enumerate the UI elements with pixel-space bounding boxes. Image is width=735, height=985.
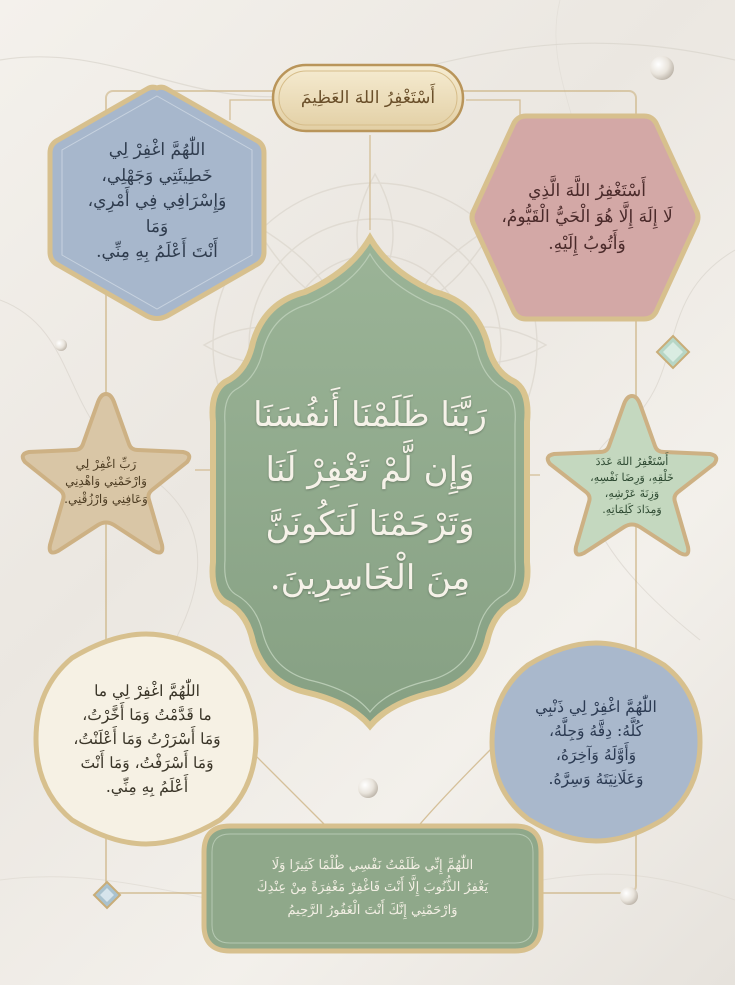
- bottom-banner: [200, 822, 545, 955]
- rounded-card-left: [30, 628, 262, 850]
- pearl-decoration: [648, 54, 676, 82]
- center-verse-text: رَبَّنَا ظَلَمْنَا أَنفُسَنَا وَإِن لَّمْ تَغْفِرْ لَنَا وَتَرْحَمْنَا لَنَكُونَنَّ مِنَ الْخَاسِرِينَ.: [253, 395, 487, 599]
- banner-text: أَسْتَغْفِرُ اللهَ العَظِيمَ: [300, 88, 436, 108]
- gem-decoration: [92, 880, 122, 910]
- pearl-decoration: [618, 885, 640, 907]
- star-left-text: رَبِّ اغْفِرْ لِي وَارْحَمْنِي وَاهْدِنِي وَعَافِنِي وَارْزُقْنِي.: [64, 456, 148, 506]
- star-card-left: [15, 388, 197, 566]
- star-right-text: أَسْتَغْفِرُ اللهَ عَدَدَ خَلْقِهِ، وَرِضَا نَفْسِهِ، وَزِنَةَ عَرْشِهِ، وَمِدَادَ كَلِمَاتِهِ.: [590, 455, 674, 516]
- rounded-left-text: اللّٰهُمَّ اغْفِرْ لِي ما ما قَدَّمْتُ وَمَا أَخَّرْتُ، وَمَا أَسْرَرْتُ وَمَا أَعْلَنْتُ، وَمَا أَسْرَفْتُ، وَمَا أَنْتَ أَعْلَمُ بِهِ مِنِّي.: [73, 681, 221, 797]
- top-banner: [270, 62, 466, 134]
- rounded-card-right: [486, 637, 706, 847]
- hexagon-left-text: اللّٰهُمَّ اغْفِرْ لِي خَطِيئَتِي وَجَهْلِي، وَإِسْرَافِي فِي أَمْرِي، وَمَا أَنْتَ أَعْلَمُ بِهِ مِنِّي.: [87, 140, 227, 263]
- pearl-decoration: [54, 338, 68, 352]
- bottom-banner-text: اللّٰهُمَّ إِنِّي ظَلَمْتُ نَفْسِي ظُلْمًا كَثِيرًا وَلَا يَغْفِرُ الذُّنُوبَ إِلَّا أَنْتَ فَاغْفِرْ مَغْفِرَةً مِنْ عِنْدِكَ وَارْحَمْنِي إِنَّكَ أَنْتَ الْغَفُورُ الرَّحِيمُ: [256, 858, 489, 918]
- hexagon-right-text: أَسْتَغْفِرُ اللَّهَ الَّذِي لَا إِلَهَ إِلَّا هُوَ الْحَيُّ الْقَيُّومُ، وَأَتُوبُ إِلَيْهِ.: [501, 180, 673, 254]
- gem-decoration: [655, 334, 691, 370]
- pearl-decoration: [356, 776, 380, 800]
- star-card-right: [540, 390, 724, 568]
- rounded-right-text: اللّٰهُمَّ اغْفِرْ لِي ذَنْبِي كُلَّهُ: دِقَّهُ وَجِلَّهُ، وَأَوَّلَهُ وَآخِرَهُ، وَعَلَانِيَتَهُ وَسِرَّهُ.: [535, 697, 657, 789]
